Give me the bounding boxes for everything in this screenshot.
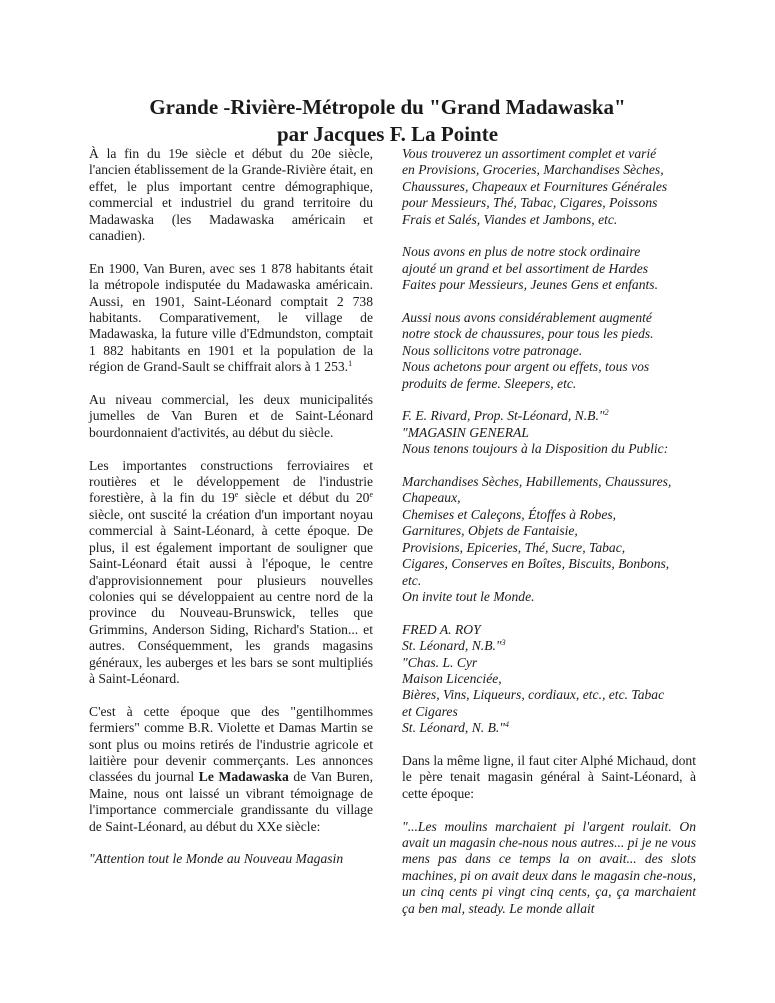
article-title: Grande -Rivière-Métropole du "Grand Madawaska" — [149, 95, 626, 119]
paragraph-construction-text-c: siècle, ont suscité la création d'un important noyau commercial à Saint-Léonard, à cette époque. De plus, il est également important de souligner que Saint-Léonard était aussi à l'époque, le centre d'approvisionnement pour plusieurs nouvelles colonies qui se développaient au centre nord de la province du Nouveau-Brunswick, telles que Grimmins, Anderson Siding, Richard's Station... et autres. Conséquemment, les grands magasins généraux, les auberges et les bars se sont multipliés à Saint-Léonard. — [89, 506, 373, 686]
ad-line: Provisions, Epiceries, Thé, Sucre, Tabac, — [402, 539, 626, 555]
paragraph-population-text: En 1900, Van Buren, avec ses 1 878 habitants était la métropole indisputée du Madawaska américain. Aussi, en 1901, Saint-Léonard comptait 2 738 habitants. Comparativement, le village de Madawaska, la future ville d'Edmundston, comptait 1 882 habitants en 1901 et la population de la région de Grand-Sault se chiffrait alors à 1 253. — [89, 260, 373, 375]
ad-line: et Cigares — [402, 703, 458, 719]
paragraph-michaud-text: Dans la même ligne, il faut citer Alphé Michaud, dont le père tenait magasin général à Saint-Léonard, à cette époque: — [402, 752, 696, 801]
footnote-ref-4: 4 — [505, 720, 510, 730]
article-author: par Jacques F. La Pointe — [276, 122, 499, 146]
paragraph-commerce-text: Au niveau commercial, les deux municipalités jumelles de Van Buren et de Saint-Léonard bourdonnaient d'activités, au début du siècle. — [89, 392, 373, 440]
ad-block-roy-cyr — [402, 622, 696, 737]
newspaper-name: Le Madawaska — [198, 769, 289, 785]
quote-michaud-text: "...Les moulins marchaient pi l'argent roulait. On avait un magasin che-nous nous autres... pi je ne vous mens pas dans ce temps la on avait... des slots machines, pi on avait deux dans le magasin che-nous, un cinq cents pi vingt cinq cents, ça, ça marchaient ça ben mal, steady. Le monde allait — [402, 818, 696, 916]
ad-line: "Chas. L. Cyr — [402, 654, 478, 670]
ad-block-rivard-signature — [402, 408, 696, 457]
paragraph-michaud — [402, 753, 696, 802]
ad-line: Faites pour Messieurs, Jeunes Gens et enfants. — [402, 277, 658, 293]
paragraph-construction-text-a: Les importantes constructions ferroviaires et routières et le développement de l'industrie forestière, à la fin du 19 — [89, 457, 373, 506]
paragraph-farmers-text-b: de Van Buren, Maine, nous ont laissé un vibrant témoignage de l'importance commerciale grandissante du village de Saint-Léonard, au début du XXe siècle: — [89, 769, 374, 834]
signature-cyr-text: St. Léonard, N. B." — [402, 720, 506, 736]
ad-line: pour Messieurs, Thé, Tabac, Cigares, Poissons — [402, 195, 658, 211]
footnote-ref-3: 3 — [501, 638, 506, 648]
paragraph-construction-text-b: siècle et début du 20 — [238, 490, 370, 506]
ad-line: ajouté un grand et bel assortiment de Hardes — [402, 260, 649, 276]
ad-line: Nous avons en plus de notre stock ordinaire — [402, 244, 641, 260]
ad-line: Garnitures, Objets de Fantaisie, — [402, 523, 578, 539]
ad-line: On invite tout le Monde. — [402, 588, 535, 604]
left-column — [89, 146, 373, 884]
ad-line: Aussi nous avons considérablement augmenté — [402, 310, 652, 326]
ad-line: Maison Licenciée, — [402, 670, 502, 686]
signature-roy-name: FRED A. ROY — [402, 621, 481, 637]
ad-line: produits de ferme. Sleepers, etc. — [402, 375, 577, 391]
ad-line: Frais et Salés, Viandes et Jambons, etc. — [402, 211, 618, 227]
ad-line: Nous achetons pour argent ou effets, tous vos — [402, 359, 650, 375]
ad-line: en Provisions, Groceries, Marchandises Sèches, — [402, 162, 664, 178]
ad-block-3 — [402, 310, 696, 392]
quote-michaud — [402, 819, 696, 917]
ad-quote-start-text: "Attention tout le Monde au Nouveau Magasin — [89, 851, 344, 867]
paragraph-intro — [89, 146, 373, 244]
ad-line: notre stock de chaussures, pour tous les pieds. — [402, 326, 654, 342]
superscript-e: e — [369, 490, 373, 500]
ad-line: Marchandises Sèches, Habillements, Chaussures, — [402, 474, 672, 490]
ad-line: Chemises et Caleçons, Étoffes à Robes, — [402, 506, 617, 522]
ad-line: Bières, Vins, Liqueurs, cordiaux, etc., etc. Tabac — [402, 687, 665, 703]
paragraph-population — [89, 261, 373, 376]
paragraph-farmers-text-a: C'est à cette époque que des "gentilhommes fermiers" comme B.R. Violette et Damas Martin se sont plus ou moins retirés de l'industrie agricole et laitière pour devenir commerçants. Les annonces classées du journal — [89, 703, 373, 785]
footnote-ref-2: 2 — [604, 408, 609, 418]
paragraph-commerce — [89, 392, 373, 441]
signature-rivard — [402, 408, 696, 424]
ad-quote-start — [89, 851, 373, 867]
signature-roy-place-text: St. Léonard, N.B." — [402, 638, 502, 654]
ad-line: Nous sollicitons votre patronage. — [402, 342, 583, 358]
ad-block-2 — [402, 244, 696, 293]
ad-line: Vous trouverez un assortiment complet et varié — [402, 146, 657, 161]
footnote-ref-1: 1 — [348, 359, 353, 369]
right-column — [402, 146, 696, 933]
ad-line: Chaussures, Chapeaux et Fournitures Générales — [402, 178, 668, 194]
ad-block-4 — [402, 474, 696, 605]
magasin-general-heading: "MAGASIN GENERAL — [402, 424, 529, 440]
signature-cyr — [402, 720, 696, 736]
superscript-e: e — [234, 490, 239, 500]
ad-line: etc. — [402, 572, 422, 588]
signature-roy-place — [402, 638, 696, 654]
ad-block-1 — [402, 146, 696, 228]
paragraph-construction — [89, 458, 373, 688]
ad-line: Chapeaux, — [402, 490, 461, 506]
paragraph-gentlemen-farmers — [89, 704, 373, 835]
ad-line: Cigares, Conserves en Boîtes, Biscuits, Bonbons, — [402, 556, 670, 572]
signature-rivard-text: F. E. Rivard, Prop. St-Léonard, N.B." — [402, 408, 605, 424]
magasin-general-subheading: Nous tenons toujours à la Disposition du Public: — [402, 441, 669, 457]
paragraph-intro-text: À la fin du 19e siècle et début du 20e siècle, l'ancien établissement de la Grande-Rivière était, en effet, le plus important centre démographique, commercial et industriel du grand territoire du Madawaska (les Madawaska américain et canadien). — [89, 146, 373, 244]
